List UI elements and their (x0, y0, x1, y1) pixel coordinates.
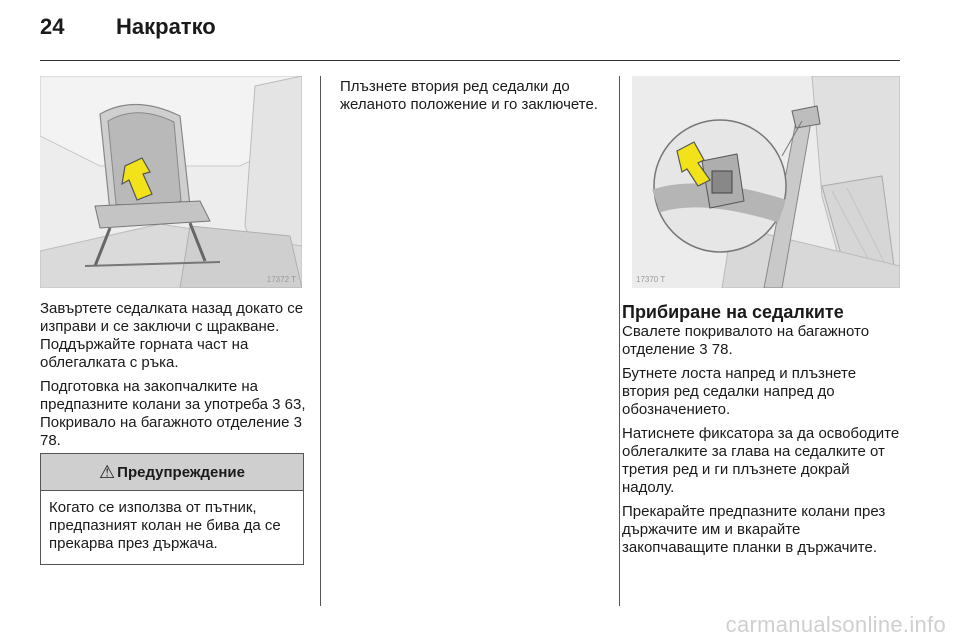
column-divider-left (320, 76, 321, 606)
figure-code: 17372 T (266, 275, 296, 284)
page-number: 24 (40, 14, 65, 39)
paragraph: Свалете покривалото на багажното отделение 3 78. (622, 323, 870, 358)
left-column-text (40, 300, 310, 456)
paragraph: Прекарайте предпазните колани през държачите им и вкарайте закопчаващите планки в държачите. (622, 503, 886, 556)
warning-title: Предупреждение (117, 463, 245, 481)
figure-code: 17370 T (636, 275, 666, 284)
warning-header (41, 454, 303, 491)
page-reference-link[interactable]: 3 63, (272, 396, 306, 413)
warning-box (40, 453, 304, 565)
paragraph: Подготовка на закопчалките на предпазните колани за употреба 3 63, Покривало на багажното отделение 3 78. (40, 378, 306, 449)
header-rule (40, 60, 900, 61)
page-reference-link[interactable]: 3 78. (699, 341, 733, 358)
page-title: Накратко (116, 14, 216, 39)
column-divider-right (619, 76, 620, 606)
paragraph: Плъзнете втория ред седалки до желаното положение и го заключете. (340, 78, 598, 113)
figure-seat-rotate (40, 76, 302, 288)
page-reference-link[interactable]: 3 78. (40, 414, 302, 449)
figure-belt-holder (632, 76, 900, 288)
right-column-text (622, 303, 902, 563)
middle-column-text (340, 78, 605, 120)
paragraph: Натиснете фиксатора за да освободите облегалките за глава на седалките от третия ред и ги плъзнете докрай надолу. (622, 425, 900, 496)
paragraph: Завъртете седалката назад докато се изправи и се заключи с щракване. Поддържайте горната част на облегалката с ръка. (40, 300, 304, 371)
section-heading: Прибиране на седалките (622, 302, 844, 322)
warning-triangle-icon: ⚠ (99, 461, 116, 482)
warning-body: Когато се използва от пътник, предпазният колан не бива да се прекарва през държача. (49, 499, 281, 552)
paragraph: Бутнете лоста напред и плъзнете втория ред седалки напред до обозначението. (622, 365, 857, 418)
watermark: carmanualsonline.info (725, 612, 946, 637)
